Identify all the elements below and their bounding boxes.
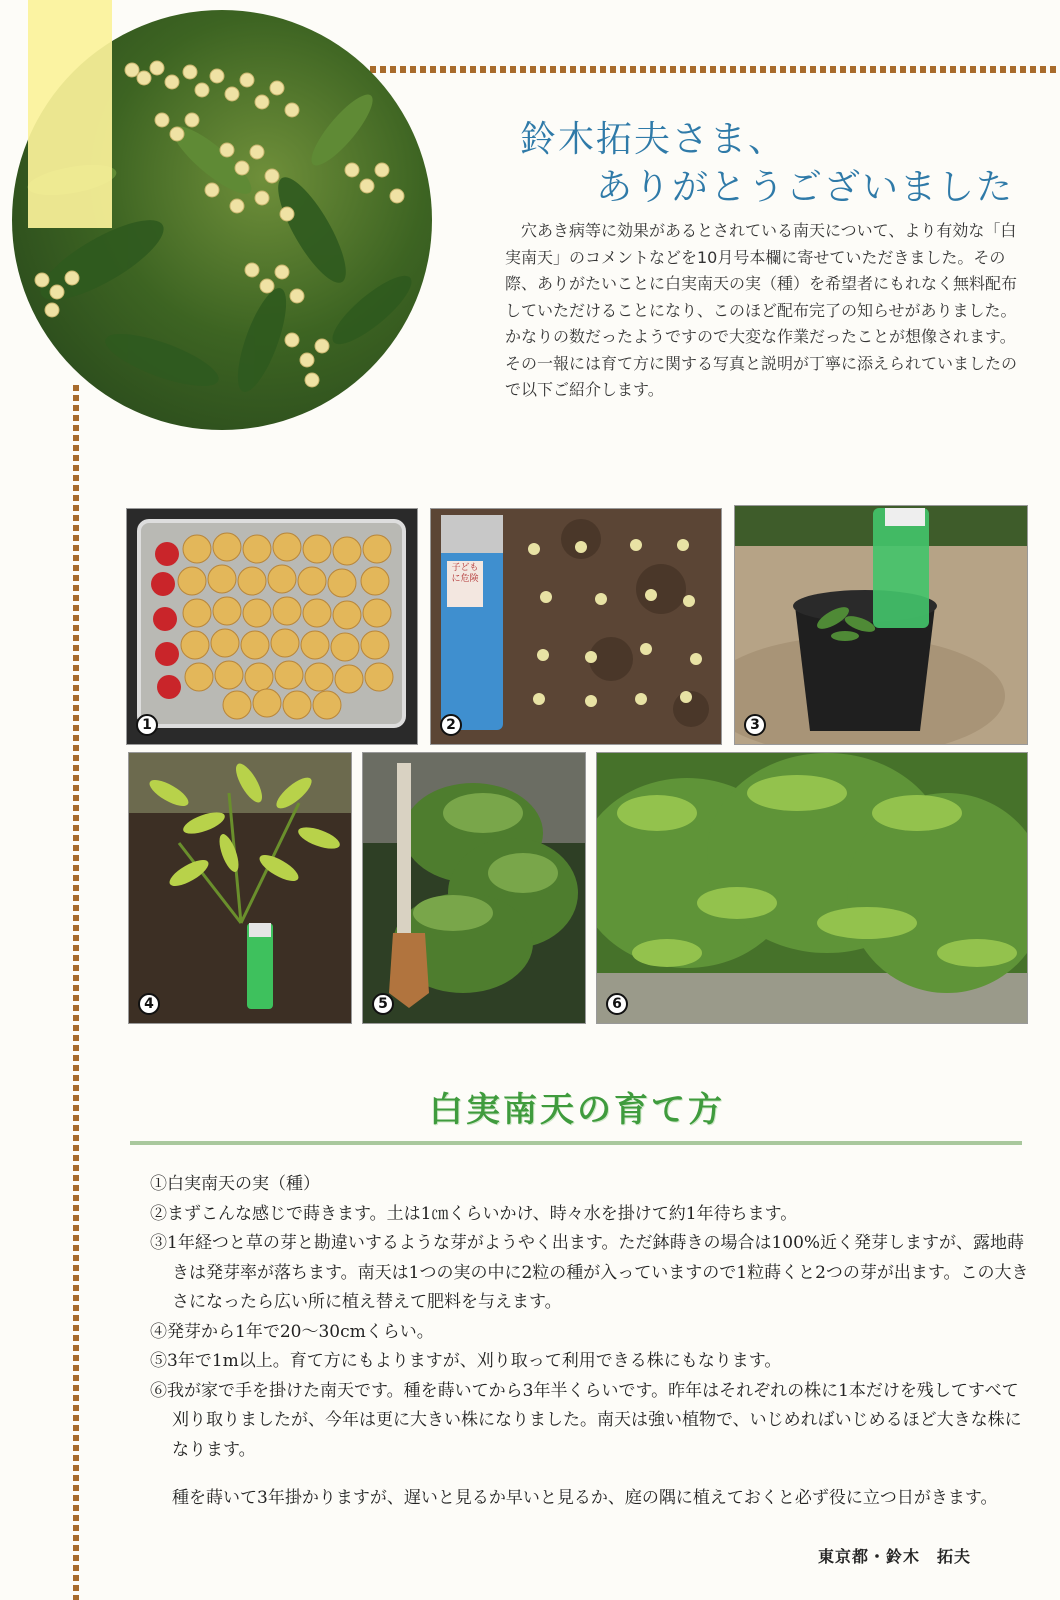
- instruction-list: [150, 1170, 1030, 1465]
- title-line-1: 鈴木拓夫さま、: [520, 119, 787, 160]
- photo-5-graphic: [363, 753, 585, 1023]
- photo-6-graphic: [597, 753, 1027, 1023]
- article-title: [520, 116, 1040, 212]
- photo-2-seeds-on-soil: [430, 508, 722, 745]
- photo-3-sprout-in-pot: [734, 505, 1028, 745]
- photo-number-badge: 2: [440, 714, 462, 736]
- author-credit: 東京都・鈴木 拓夫: [818, 1547, 972, 1566]
- instruction-step: ⑤3年で1m以上。育て方にもよりますが、刈り取って利用できる株にもなります。: [150, 1351, 782, 1371]
- section-divider: [130, 1141, 1022, 1145]
- photo-4-seedling: [128, 752, 352, 1024]
- instruction-step: ⑥我が家で手を掛けた南天です。種を蒔いてから3年半くらいです。昨年はそれぞれの株に1本だけを残してすべて刈り取りましたが、今年は更に大きい株になりました。南天は強い植物で、いじめればいじめるほど大きな株になります。: [150, 1380, 1022, 1460]
- photo-6-mature-shrub: [596, 752, 1028, 1024]
- photo-5-young-plant-with-shovel: [362, 752, 586, 1024]
- photo-number-badge: 3: [744, 714, 766, 736]
- photo-4-graphic: [129, 753, 351, 1023]
- dotted-border-top: [370, 66, 1060, 73]
- photo-number-badge: 1: [136, 714, 158, 736]
- instruction-step: ④発芽から1年で20～30cmくらい。: [150, 1321, 434, 1342]
- yellow-corner-tab: [28, 0, 112, 228]
- instruction-step: ①白実南天の実（種）: [150, 1174, 320, 1194]
- photo-number-badge: 6: [606, 993, 628, 1015]
- photo-2-graphic: [431, 509, 721, 744]
- intro-paragraph: 穴あき病等に効果があるとされている南天について、より有効な「白実南天」のコメントなどを10月号本欄に寄せていただきました。その際、ありがたいことに白実南天の実（種）を希望者にもれなく無料配布していただけることになり、このほど配布完了の知らせがありました。かなりの数だったようですので大変な作業だったことが想像されます。その一報には育て方に関する写真と説明が丁寧に添えられていましたので以下ご紹介します。: [505, 221, 1018, 399]
- instruction-step: ②まずこんな感じで蒔きます。土は1㎝くらいかけ、時々水を掛けて約1年待ちます。: [150, 1203, 798, 1224]
- photo-number-badge: 5: [372, 993, 394, 1015]
- instruction-step: ③1年経つと草の芽と勘違いするような芽がようやく出ます。ただ鉢蒔きの場合は100%近く発芽しますが、露地蒔きは発芽率が落ちます。南天は1つの実の中に2粒の種が入っていますので1粒蒔くと2つの芽が出ます。この大きさになったら広い所に植え替えて肥料を与えます。: [150, 1233, 1029, 1312]
- photo-number-badge: 4: [138, 993, 160, 1015]
- lighter-warning-label: 子どもに危険: [451, 563, 479, 584]
- title-line-2: ありがとうございました: [596, 167, 1015, 208]
- photo-3-graphic: [735, 506, 1027, 744]
- dotted-border-left: [73, 385, 79, 1600]
- section-heading: 白実南天の育て方: [429, 1090, 725, 1130]
- photo-1-graphic: [127, 509, 417, 744]
- closing-paragraph: 種を蒔いて3年掛かりますが、遅いと見るか早いと見るか、庭の隅に植えておくと必ず役に立つ日がきます。: [172, 1488, 998, 1508]
- photo-1-berries: [126, 508, 418, 745]
